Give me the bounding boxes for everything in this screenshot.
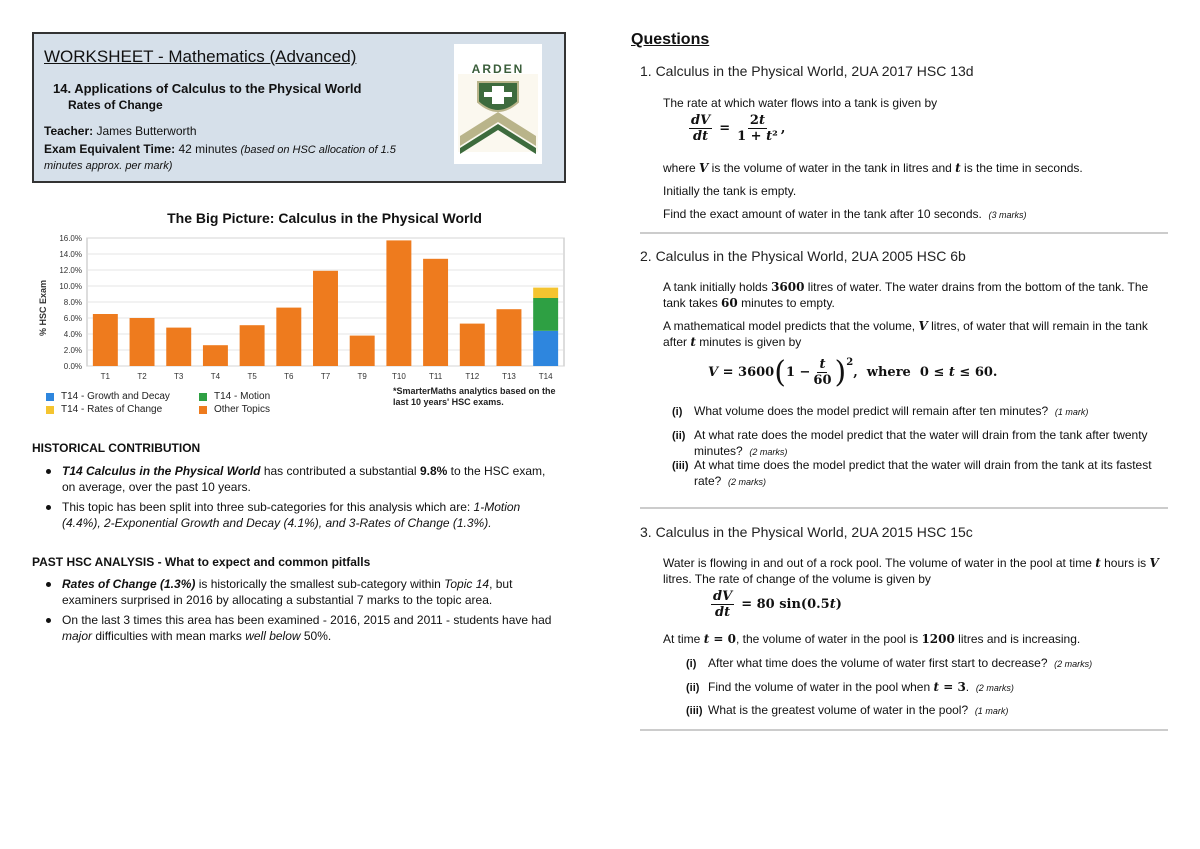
y-tick-label: 8.0% <box>63 298 82 307</box>
x-tick-label: T11 <box>428 372 443 381</box>
divider <box>640 507 1168 509</box>
x-tick-label: T14 <box>538 372 553 381</box>
bar-t13-other-topics <box>496 309 521 366</box>
x-tick-label: T6 <box>284 372 294 381</box>
questions-heading: Questions <box>631 31 710 48</box>
chart-title: The Big Picture: Calculus in the Physical World <box>167 210 482 226</box>
q3-para2: At time t = 0, the volume of water in the pool is 1200 litres and is increasing. <box>663 632 1081 646</box>
bar-t1-other-topics <box>93 314 118 366</box>
bar-t14-t14-growth-and-decay <box>533 331 558 366</box>
bar-t6-other-topics <box>276 308 301 366</box>
exam-time-note: (based on HSC allocation of 1.5 minutes approx. per mark) <box>44 144 396 172</box>
q2-equation: V = 3600 ( 1 − $\frac{t}{60}$ ) $^2$ , where 0 ≤ t ≤ 60. <box>708 355 998 390</box>
x-tick-label: T2 <box>137 372 147 381</box>
y-tick-label: 4.0% <box>63 330 82 339</box>
list-item: T14 Calculus in the Physical World has contributed a substantial 9.8% to the HSC exam, on average, over the past 10 years. <box>46 463 556 495</box>
q3-part-i: (i) After what time does the volume of water first start to decrease? (2 marks) <box>686 656 1093 670</box>
chart-footnote: *SmarterMaths analytics based on the last 10 years' HSC exams. <box>393 386 556 407</box>
bar-t4-other-topics <box>203 345 228 366</box>
teacher-name: James Butterworth <box>96 124 197 138</box>
bar-t9-other-topics <box>350 336 375 366</box>
bar-t11-other-topics <box>423 259 448 366</box>
historical-list <box>46 463 556 535</box>
list-item: Rates of Change (1.3%) is historically the smallest sub-category within Topic 14, but examiners surprised in 2016 by allocating a substantial 7 marks to the topic area. <box>46 576 556 608</box>
past-hsc-list <box>46 576 556 648</box>
q1-intro: The rate at which water flows into a tank is given by <box>663 96 938 110</box>
y-tick-label: 10.0% <box>59 282 82 291</box>
y-tick-label: 14.0% <box>59 250 82 259</box>
subtopic-title: Rates of Change <box>68 98 163 112</box>
x-tick-label: T1 <box>100 372 111 381</box>
x-tick-label: T4 <box>210 372 221 381</box>
bar-t5-other-topics <box>240 325 265 366</box>
x-tick-label: T13 <box>502 372 516 381</box>
legend-item-other-topics: Other Topics <box>199 404 352 415</box>
question-2-title: 2. Calculus in the Physical World, 2UA 2005 HSC 6b <box>640 248 966 264</box>
y-tick-label: 12.0% <box>59 266 82 275</box>
y-axis-label: % HSC Exam <box>38 279 48 336</box>
bar-t10-other-topics <box>386 240 411 366</box>
chart-legend <box>46 390 352 416</box>
bar-t7-other-topics <box>313 271 338 366</box>
x-tick-label: T9 <box>357 372 367 381</box>
bar-chart <box>32 228 572 388</box>
divider <box>640 729 1168 731</box>
bar-t3-other-topics <box>166 328 191 366</box>
y-tick-label: 6.0% <box>63 314 82 323</box>
q1-where-line: where V is the volume of water in the tank in litres and t is the time in seconds. <box>663 161 1083 175</box>
x-tick-label: T5 <box>247 372 257 381</box>
bar-t2-other-topics <box>130 318 155 366</box>
bar-t14-t14-motion <box>533 298 558 331</box>
legend-item-motion: T14 - Motion <box>199 391 352 402</box>
q3-part-ii: (ii) Find the volume of water in the pool when t = 3. (2 marks) <box>686 680 1014 694</box>
legend-item-growth-decay: T14 - Growth and Decay <box>46 391 199 402</box>
q1-line2: Initially the tank is empty. <box>663 184 797 198</box>
list-item: On the last 3 times this area has been examined - 2016, 2015 and 2011 - students have had major difficulties with mean marks well below 50%. <box>46 612 556 644</box>
topic-title: 14. Applications of Calculus to the Physical World <box>53 81 362 96</box>
q2-part-iii: (iii) At what time does the model predict that the water will drain from the tank at its fastest rate? (2 marks) <box>672 458 1152 488</box>
q1-equation: $\frac{dV}{dt}$ = $\frac{2t}{\text{1 + t²}}$ , <box>691 113 786 144</box>
logo-text: ARDEN <box>471 62 525 76</box>
question-3-title: 3. Calculus in the Physical World, 2UA 2015 HSC 15c <box>640 524 973 540</box>
x-tick-label: T7 <box>320 372 331 381</box>
x-tick-label: T3 <box>174 372 184 381</box>
exam-time-label: Exam Equivalent Time: <box>44 142 176 156</box>
x-tick-label: T12 <box>465 372 480 381</box>
legend-item-rates-of-change: T14 - Rates of Change <box>46 404 199 415</box>
question-1-title: 1. Calculus in the Physical World, 2UA 2017 HSC 13d <box>640 63 974 79</box>
historical-heading: HISTORICAL CONTRIBUTION <box>32 441 201 455</box>
q2-para2: A mathematical model predicts that the volume, V litres, of water that will remain in the tank after t minutes is given by <box>663 319 1148 349</box>
exam-time-line <box>44 142 414 174</box>
q2-para1: A tank initially holds 3600 litres of water. The water drains from the bottom of the tank. The tank takes 60 minutes to empty. <box>663 280 1149 310</box>
y-tick-label: 0.0% <box>63 362 82 371</box>
q2-part-i: (i) What volume does the model predict will remain after ten minutes? (1 mark) <box>672 404 1089 418</box>
past-hsc-heading: PAST HSC ANALYSIS - What to expect and common pitfalls <box>32 555 371 569</box>
bar-t12-other-topics <box>460 324 485 366</box>
q2-part-ii: (ii) At what rate does the model predict that the water will drain from the tank after twenty minutes? (2 marks) <box>672 428 1148 458</box>
worksheet-title: WORKSHEET - Mathematics (Advanced) <box>44 47 357 66</box>
q3-part-iii: (iii) What is the greatest volume of water in the pool? (1 mark) <box>686 703 1009 717</box>
x-tick-label: T10 <box>391 372 406 381</box>
teacher-label: Teacher: <box>44 124 94 138</box>
q3-para1: Water is flowing in and out of a rock pool. The volume of water in the pool at time t hours is V litres. The rate of change of the volume is given by <box>663 556 1159 586</box>
divider <box>640 232 1168 234</box>
y-tick-label: 16.0% <box>59 234 82 243</box>
y-tick-label: 2.0% <box>63 346 82 355</box>
list-item: This topic has been split into three sub-categories for this analysis which are: 1-Motion (4.4%), 2-Exponential Growth and Decay (4.1%), and 3-Rates of Change (1.3%). <box>46 499 556 531</box>
q1-line3: Find the exact amount of water in the tank after 10 seconds. (3 marks) <box>663 207 1027 221</box>
bar-t14-t14-rates-of-change <box>533 288 558 298</box>
teacher-line <box>44 124 197 138</box>
q3-equation: $\frac{dV}{dt}$ = 80 sin(0.5t) <box>713 589 842 620</box>
exam-time-value: 42 minutes <box>178 142 238 156</box>
